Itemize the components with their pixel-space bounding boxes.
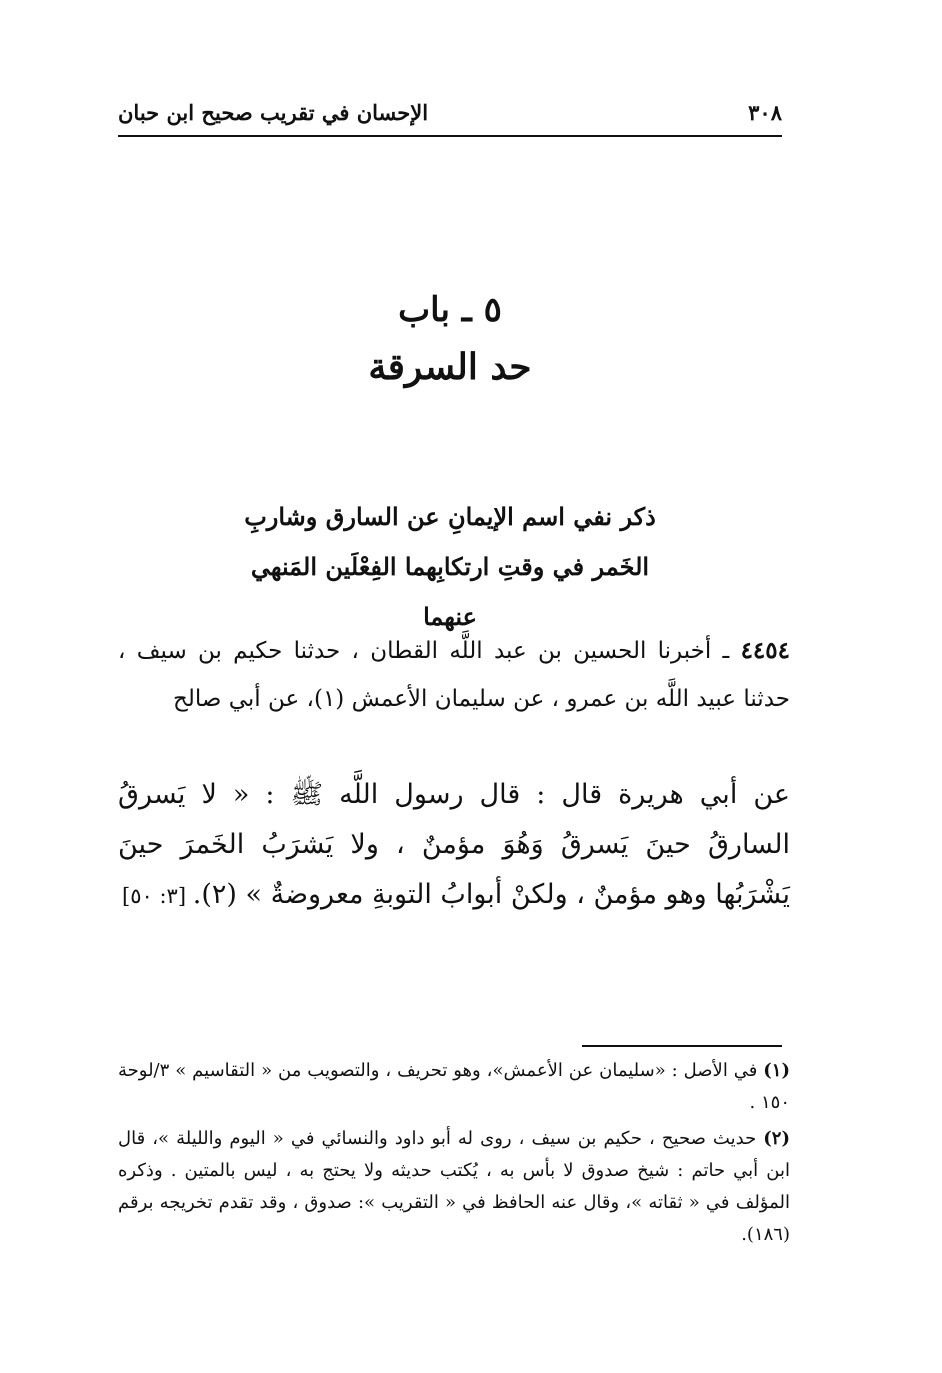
footnotes [118, 1055, 790, 1255]
page-number: ٣٠٨ [748, 99, 782, 125]
section-title-line: ذكر نفي اسم الإيمانِ عن السارق وشاربِ [244, 502, 656, 531]
chapter-title: حد السرقة [368, 346, 532, 388]
section-title-line: الخَمر في وقتِ ارتكابِهما الفِعْلَين المَنهي [250, 552, 650, 581]
footnote-rule [582, 1045, 782, 1047]
footnote-number: (١) [763, 1060, 790, 1081]
page-header [118, 92, 782, 132]
footnote-number: (٢) [763, 1128, 790, 1149]
chapter-number: ٥ ـ باب [398, 290, 502, 330]
footnote [118, 1123, 790, 1251]
running-title: الإحسان في تقريب صحيح ابن حبان [118, 99, 429, 125]
hadith-isnad [118, 627, 790, 723]
footnote-text: حديث صحيح ، حكيم بن سيف ، روى له أبو داود والنسائي في « اليوم والليلة »، قال ابن أبي حاتم : شيخ صدوق لا بأس به ، يُكتب حديثه ولا يحتج به ، ليس بالمتين . وذكره المؤلف في « ثقاته »، وقال عنه الحافظ في « التقريب »: صدوق ، وقد تقدم تخريجه برقم (١٨٦). [118, 1128, 790, 1245]
isnad-text: ـ أخبرنا الحسين بن عبد اللَّه القطان ، حدثنا حكيم بن سيف ، حدثنا عبيد اللَّه بن عمرو ، عن سليمان الأعمش (١)، عن أبي صالح [118, 638, 790, 712]
hadith-reference: [٣: ٥٠] [122, 884, 187, 908]
hadith-number: ٤٤٥٤ [740, 637, 790, 664]
hadith-matn: عن أبي هريرة قال : قال رسول اللَّه ﷺ : « لا يَسرقُ السارقُ حينَ يَسرقُ وَهُوَ مؤمنٌ ، ولا يَشرَبُ الخَمرَ حينَ يَشْرَبُها وهو مؤمنٌ ، ولكنْ أبوابُ التوبةِ معروضةٌ » (٢). [118, 779, 790, 910]
section-title [200, 492, 700, 642]
header-rule [118, 135, 782, 137]
section-title-line: عنهما [423, 602, 477, 631]
footnote-text: في الأصل : «سليمان عن الأعمش»، وهو تحريف ، والتصويب من « التقاسيم » ٣/لوحة ١٥٠ . [118, 1060, 790, 1113]
footnote [118, 1055, 790, 1119]
